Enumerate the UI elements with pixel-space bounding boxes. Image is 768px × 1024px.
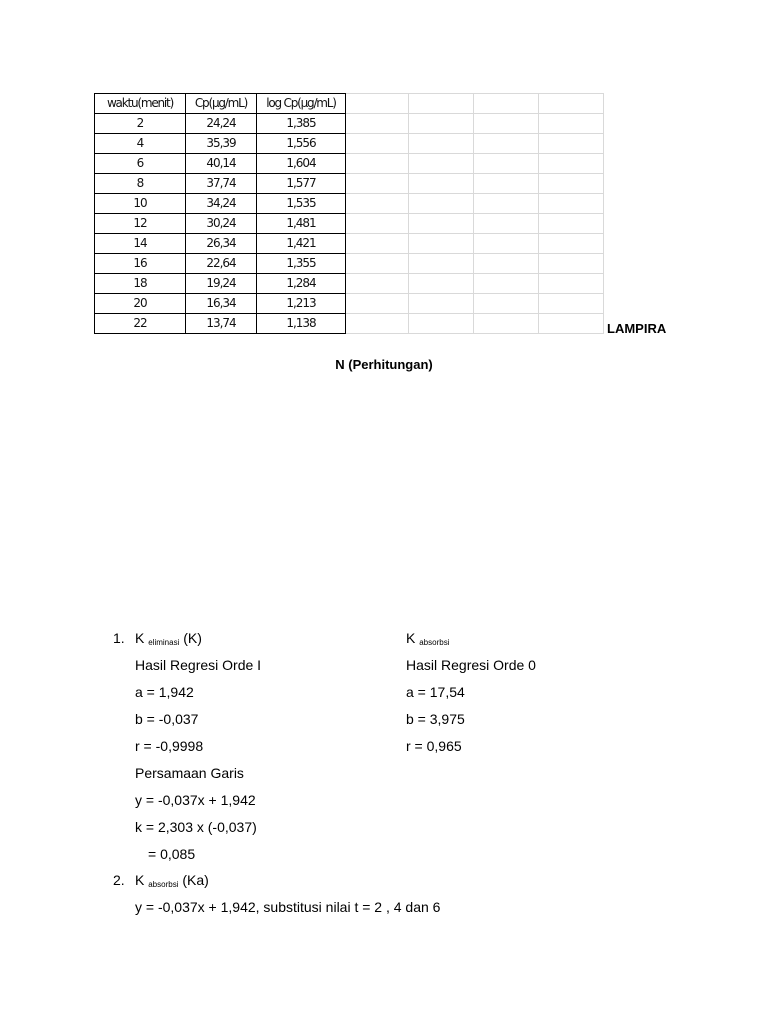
table-row: [95, 154, 604, 174]
cell-log-cp: 1,535: [257, 194, 346, 214]
regression-title-1: Hasil Regresi Orde I: [135, 657, 262, 673]
cell-waktu: 4: [95, 134, 186, 154]
table-row: [95, 234, 604, 254]
cell-waktu: 18: [95, 274, 186, 294]
empty-cell: [346, 134, 409, 154]
cell-log-cp: 1,481: [257, 214, 346, 234]
cell-log-cp: 1,556: [257, 134, 346, 154]
cell-cp: 37,74: [186, 174, 257, 194]
cell-cp: 13,74: [186, 314, 257, 334]
header-cell-cp: Cp(µg/mL): [186, 94, 257, 114]
k-eliminasi-title: [135, 629, 202, 652]
regression-title-2: Hasil Regresi Orde 0: [406, 657, 536, 673]
list-number-2: 2.: [113, 872, 125, 888]
cell-cp: 22,64: [186, 254, 257, 274]
table-row: [95, 174, 604, 194]
value-r-2: r = 0,965: [406, 738, 462, 754]
header-cell-log-cp: log Cp(µg/mL): [257, 94, 346, 114]
cell-cp: 35,39: [186, 134, 257, 154]
table-row: [95, 274, 604, 294]
equation-title: Persamaan Garis: [135, 765, 244, 781]
k-letter: K: [135, 872, 145, 888]
k-suffix: (K): [183, 630, 202, 646]
empty-cell: [409, 154, 474, 174]
cell-log-cp: 1,577: [257, 174, 346, 194]
empty-cell: [409, 254, 474, 274]
empty-cell: [346, 94, 409, 114]
data-table: [94, 93, 604, 334]
empty-cell: [409, 114, 474, 134]
empty-cell: [346, 314, 409, 334]
cell-cp: 34,24: [186, 194, 257, 214]
cell-cp: 30,24: [186, 214, 257, 234]
empty-cell: [346, 214, 409, 234]
substitution-text: y = -0,037x + 1,942, substitusi nilai t = 2 , 4 dan 6: [135, 899, 441, 915]
cell-waktu: 10: [95, 194, 186, 214]
k-result: = 0,085: [148, 846, 196, 862]
k-letter: K: [135, 630, 145, 646]
cell-waktu: 12: [95, 214, 186, 234]
empty-cell: [539, 114, 604, 134]
k-calculation: k = 2,303 x (-0,037): [135, 819, 257, 835]
empty-cell: [409, 94, 474, 114]
empty-cell: [474, 174, 539, 194]
cell-log-cp: 1,138: [257, 314, 346, 334]
equation: y = -0,037x + 1,942: [135, 792, 256, 808]
empty-cell: [474, 294, 539, 314]
cell-log-cp: 1,421: [257, 234, 346, 254]
empty-cell: [474, 134, 539, 154]
k-letter: K: [406, 630, 416, 646]
table-row: [95, 254, 604, 274]
value-a-1: a = 1,942: [135, 684, 194, 700]
list-number-1: 1.: [113, 630, 125, 646]
cell-waktu: 22: [95, 314, 186, 334]
empty-cell: [409, 314, 474, 334]
empty-cell: [409, 234, 474, 254]
empty-cell: [474, 314, 539, 334]
empty-cell: [346, 254, 409, 274]
cell-waktu: 16: [95, 254, 186, 274]
cell-log-cp: 1,604: [257, 154, 346, 174]
empty-cell: [409, 134, 474, 154]
table-header-row: [95, 94, 604, 114]
heading-part-2: N (Perhitungan): [335, 357, 433, 372]
empty-cell: [539, 194, 604, 214]
empty-cell: [539, 234, 604, 254]
empty-cell: [409, 274, 474, 294]
header-cell-waktu: waktu(menit): [95, 94, 186, 114]
empty-cell: [474, 154, 539, 174]
empty-cell: [539, 174, 604, 194]
cell-cp: 24,24: [186, 114, 257, 134]
value-b-2: b = 3,975: [406, 711, 465, 727]
empty-cell: [346, 234, 409, 254]
cell-waktu: 8: [95, 174, 186, 194]
cell-waktu: 2: [95, 114, 186, 134]
k-subscript: eliminasi: [148, 638, 180, 647]
empty-cell: [539, 314, 604, 334]
empty-cell: [474, 214, 539, 234]
cell-cp: 19,24: [186, 274, 257, 294]
k-suffix: (Ka): [182, 872, 209, 888]
cell-waktu: 6: [95, 154, 186, 174]
cell-cp: 26,34: [186, 234, 257, 254]
k-subscript: absorbsi: [148, 880, 179, 889]
empty-cell: [409, 174, 474, 194]
empty-cell: [539, 274, 604, 294]
empty-cell: [539, 94, 604, 114]
k-absorbsi-title: [406, 629, 449, 652]
value-a-2: a = 17,54: [406, 684, 465, 700]
empty-cell: [539, 254, 604, 274]
empty-cell: [346, 174, 409, 194]
empty-cell: [409, 294, 474, 314]
empty-cell: [474, 234, 539, 254]
empty-cell: [539, 154, 604, 174]
empty-cell: [346, 114, 409, 134]
k-subscript: absorbsi: [419, 638, 450, 647]
table-row: [95, 314, 604, 334]
cell-waktu: 14: [95, 234, 186, 254]
empty-cell: [539, 214, 604, 234]
table-row: [95, 134, 604, 154]
value-r-1: r = -0,9998: [135, 738, 204, 754]
cell-log-cp: 1,385: [257, 114, 346, 134]
cell-log-cp: 1,355: [257, 254, 346, 274]
empty-cell: [474, 94, 539, 114]
empty-cell: [346, 294, 409, 314]
cell-cp: 40,14: [186, 154, 257, 174]
empty-cell: [409, 214, 474, 234]
empty-cell: [474, 114, 539, 134]
table-row: [95, 194, 604, 214]
cell-log-cp: 1,213: [257, 294, 346, 314]
cell-cp: 16,34: [186, 294, 257, 314]
table-row: [95, 214, 604, 234]
table-row: [95, 294, 604, 314]
heading-part-1: LAMPIRA: [607, 321, 667, 336]
empty-cell: [474, 254, 539, 274]
empty-cell: [474, 274, 539, 294]
cell-waktu: 20: [95, 294, 186, 314]
empty-cell: [539, 134, 604, 154]
empty-cell: [474, 194, 539, 214]
empty-cell: [539, 294, 604, 314]
table-row: [95, 114, 604, 134]
value-b-1: b = -0,037: [135, 711, 199, 727]
empty-cell: [346, 154, 409, 174]
cell-log-cp: 1,284: [257, 274, 346, 294]
empty-cell: [346, 194, 409, 214]
empty-cell: [346, 274, 409, 294]
k-absorbsi-ka-title: [135, 871, 209, 894]
empty-cell: [409, 194, 474, 214]
